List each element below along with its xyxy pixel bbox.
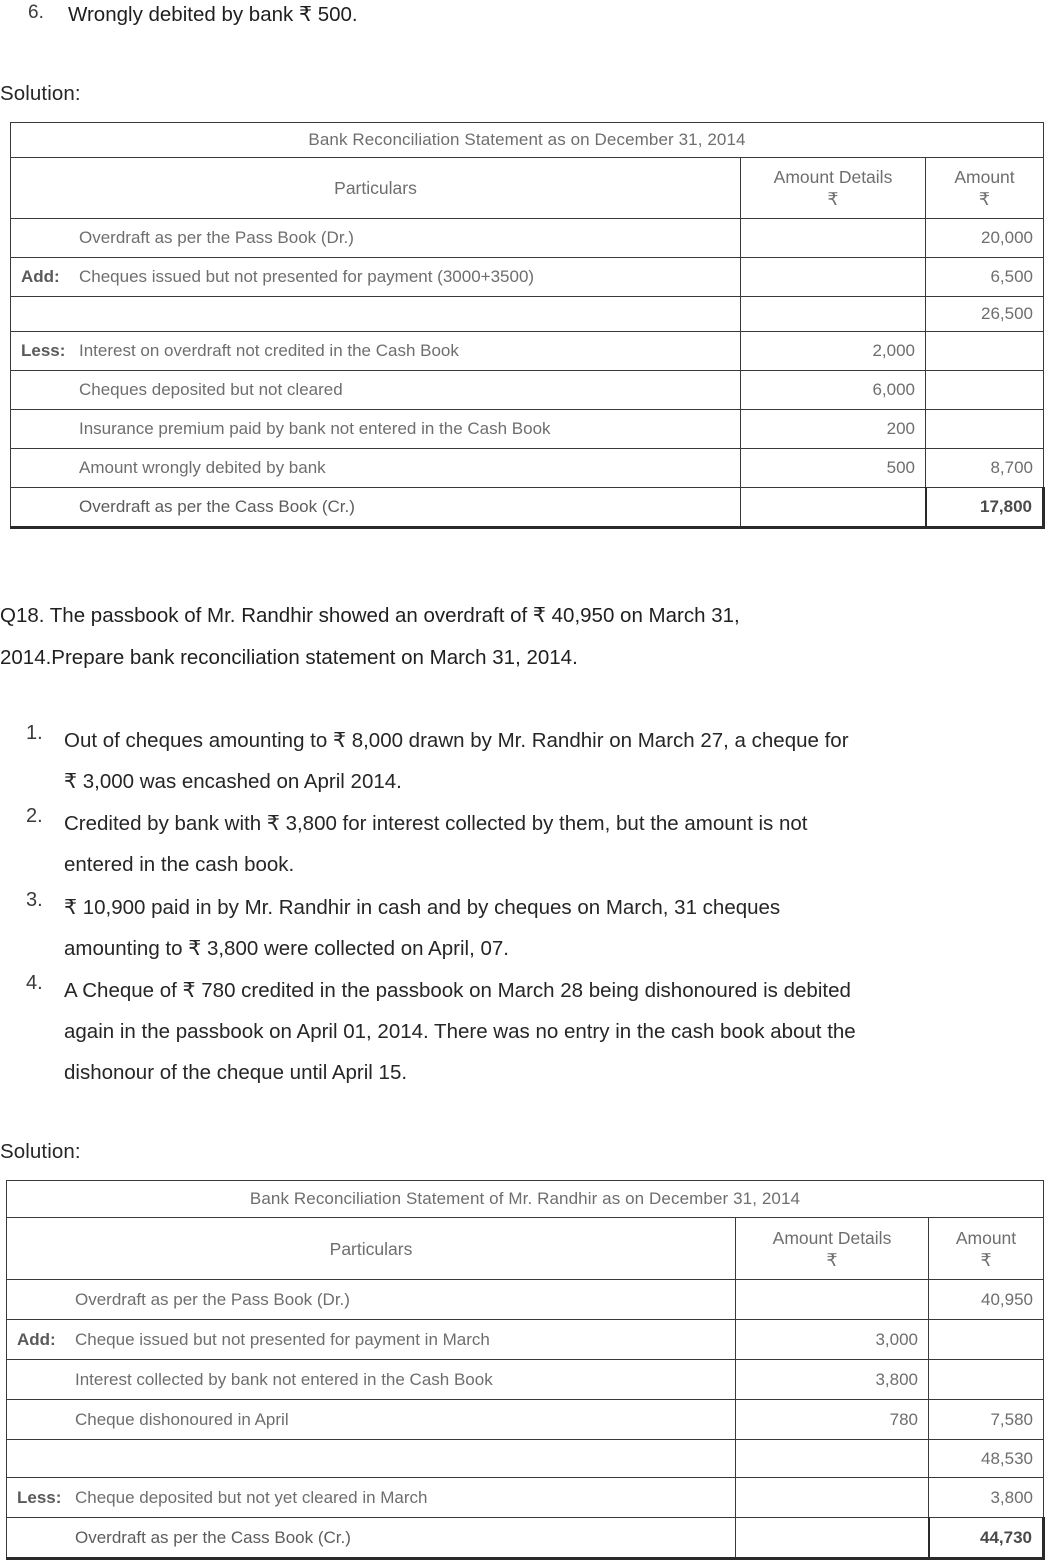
table-row-total (7, 1518, 1044, 1559)
table2-row6-particulars (7, 1518, 736, 1559)
table1-row5-amount (926, 410, 1044, 449)
table2-row0-amount: 40,950 (929, 1280, 1044, 1320)
table1-row4-particulars (11, 371, 741, 410)
table1-row1-text: Cheques issued but not presented for payment (3000+3500) (79, 267, 535, 286)
table2-row6-text: Overdraft as per the Cass Book (Cr.) (75, 1527, 351, 1547)
table2-title-row (7, 1181, 1044, 1218)
table1-col-amount-label: Amount (954, 167, 1015, 187)
table2-row1-particulars (7, 1320, 736, 1360)
table2-col-amount-unit: ₹ (980, 1249, 992, 1270)
table1-row7-particulars (11, 488, 741, 528)
solution-label-2: Solution: (0, 1140, 81, 1163)
table1-row1-particulars (11, 258, 741, 297)
table2-row3-amount: 7,580 (929, 1400, 1044, 1440)
table1-row5-particulars (11, 410, 741, 449)
table1-row4-amount (926, 371, 1044, 410)
question18-item-3 (0, 887, 1054, 969)
question18-line2: 2014.Prepare bank reconciliation statement on March 31, 2014. (0, 646, 578, 669)
table1-row0-particulars (11, 219, 741, 258)
table2-row3-details: 780 (736, 1400, 929, 1440)
table2-row6-details (736, 1518, 929, 1559)
question18-item-2-number: 2. (26, 805, 43, 827)
table1-col-amount (926, 158, 1044, 219)
table1-row0-details (741, 219, 926, 258)
question18-item-3-line-2: amounting to ₹ 3,800 were collected on April, 07. (64, 937, 509, 960)
table1-row3-amount (926, 332, 1044, 371)
table1-title: Bank Reconciliation Statement as on December 31, 2014 (11, 123, 1044, 158)
table1-row0-text: Overdraft as per the Pass Book (Dr.) (79, 228, 354, 247)
table-row (7, 1320, 1044, 1360)
table-row (11, 371, 1044, 410)
question18-item-4-line-1: A Cheque of ₹ 780 credited in the passbook on March 28 being dishonoured is debited (64, 979, 851, 1002)
table1-row3-prefix: Less: (21, 341, 66, 360)
table-row (11, 410, 1044, 449)
table1-row2-particulars (11, 297, 741, 332)
table2-col-amount-label: Amount (955, 1227, 1017, 1248)
table1-col-particulars: Particulars (11, 158, 741, 219)
table-row (11, 219, 1044, 258)
table2-title: Bank Reconciliation Statement of Mr. Randhir as on December 31, 2014 (7, 1181, 1044, 1218)
table2-row5-particulars (7, 1478, 736, 1518)
question18-item-1-number: 1. (26, 722, 43, 744)
table-row (7, 1478, 1044, 1518)
table2-col-amount-details-label: Amount Details (772, 1227, 892, 1248)
question18-item-4-line-2: again in the passbook on April 01, 2014. There was no entry in the cash book about the (64, 1020, 856, 1043)
table2-row2-text: Interest collected by bank not entered in the Cash Book (75, 1369, 493, 1389)
table2-row1-text: Cheque issued but not presented for payment in March (75, 1329, 490, 1349)
bank-reconciliation-table-2 (6, 1180, 1045, 1560)
table-row (11, 332, 1044, 371)
table-row (7, 1400, 1044, 1440)
table1-row6-amount: 8,700 (926, 449, 1044, 488)
table1-row5-text: Insurance premium paid by bank not entered in the Cash Book (79, 419, 551, 438)
table1-row3-text: Interest on overdraft not credited in the Cash Book (79, 341, 459, 360)
table-row (7, 1280, 1044, 1320)
table-row-total (11, 488, 1044, 528)
table2-row5-amount: 3,800 (929, 1478, 1044, 1518)
table2-col-particulars: Particulars (7, 1218, 736, 1280)
table-row (11, 297, 1044, 332)
table2-row6-amount: 44,730 (929, 1518, 1044, 1559)
question18-item-2-line-1: Credited by bank with ₹ 3,800 for interest collected by them, but the amount is not (64, 812, 808, 835)
table2-row1-details: 3,000 (736, 1320, 929, 1360)
table-row (7, 1440, 1044, 1478)
table1-row6-particulars (11, 449, 741, 488)
table1-row0-amount: 20,000 (926, 219, 1044, 258)
table1-row4-text: Cheques deposited but not cleared (79, 380, 343, 399)
table2-row2-details: 3,800 (736, 1360, 929, 1400)
table1-row3-particulars (11, 332, 741, 371)
table2-row0-details (736, 1280, 929, 1320)
table1-col-amount-details-label: Amount Details (773, 167, 893, 187)
question18-item-1 (0, 720, 1054, 802)
table2-row4-particulars (7, 1440, 736, 1478)
table1-col-amount-details (741, 158, 926, 219)
question18-item-4 (0, 970, 1054, 1093)
table-row (11, 258, 1044, 297)
table2-row1-prefix: Add: (17, 1329, 56, 1349)
solution-label-1: Solution: (0, 82, 81, 105)
table2-row2-particulars (7, 1360, 736, 1400)
question18-item-3-number: 3. (26, 889, 43, 911)
table2-col-amount (929, 1218, 1044, 1280)
table1-row3-details: 2,000 (741, 332, 926, 371)
bank-reconciliation-table-1 (10, 122, 1045, 529)
table1-title-row (11, 123, 1044, 158)
table1-row2-amount: 26,500 (926, 297, 1044, 332)
table2-row2-amount (929, 1360, 1044, 1400)
table1-row1-prefix: Add: (21, 267, 60, 286)
top-list-item (0, 2, 1054, 32)
table2-header-row (7, 1218, 1044, 1280)
table1-row4-details: 6,000 (741, 371, 926, 410)
table2-col-amount-details (736, 1218, 929, 1280)
table1-col-amount-details-unit: ₹ (827, 189, 839, 209)
table1-row6-text: Amount wrongly debited by bank (79, 458, 326, 477)
table1-row7-amount: 17,800 (926, 488, 1044, 528)
question18-item-1-line-1: Out of cheques amounting to ₹ 8,000 drawn by Mr. Randhir on March 27, a cheque for (64, 729, 849, 752)
table-row (7, 1360, 1044, 1400)
question18-item-3-line-1: ₹ 10,900 paid in by Mr. Randhir in cash and by cheques on March, 31 cheques (64, 896, 781, 919)
table2-row1-amount (929, 1320, 1044, 1360)
table2-row4-details (736, 1440, 929, 1478)
question18-item-2 (0, 803, 1054, 885)
table2-row0-text: Overdraft as per the Pass Book (Dr.) (75, 1289, 350, 1309)
table1-row1-amount: 6,500 (926, 258, 1044, 297)
top-list-item-text: Wrongly debited by bank ₹ 500. (68, 3, 358, 26)
table2-row3-particulars (7, 1400, 736, 1440)
table1-row5-details: 200 (741, 410, 926, 449)
table2-row4-amount: 48,530 (929, 1440, 1044, 1478)
table1-row6-details: 500 (741, 449, 926, 488)
table2-col-amount-details-unit: ₹ (826, 1249, 838, 1270)
table2-row5-prefix: Less: (17, 1487, 62, 1507)
table1-header-row (11, 158, 1044, 219)
table1-row7-text: Overdraft as per the Cass Book (Cr.) (79, 497, 355, 516)
table2-row0-particulars (7, 1280, 736, 1320)
table2-row5-details (736, 1478, 929, 1518)
question18-item-1-line-2: ₹ 3,000 was encashed on April 2014. (64, 770, 402, 793)
question18-item-4-number: 4. (26, 972, 43, 994)
table-row (11, 449, 1044, 488)
table1-row1-details (741, 258, 926, 297)
table1-row7-details (741, 488, 926, 528)
top-list-item-number: 6. (28, 2, 44, 23)
table1-col-amount-unit: ₹ (978, 189, 991, 209)
question18-item-2-line-2: entered in the cash book. (64, 853, 295, 876)
table2-row5-text: Cheque deposited but not yet cleared in March (75, 1487, 428, 1507)
table1-row2-details (741, 297, 926, 332)
table2-row3-text: Cheque dishonoured in April (75, 1409, 289, 1429)
question18-item-4-line-3: dishonour of the cheque until April 15. (64, 1061, 408, 1084)
question18-line1: Q18. The passbook of Mr. Randhir showed an overdraft of ₹ 40,950 on March 31, (0, 604, 740, 627)
